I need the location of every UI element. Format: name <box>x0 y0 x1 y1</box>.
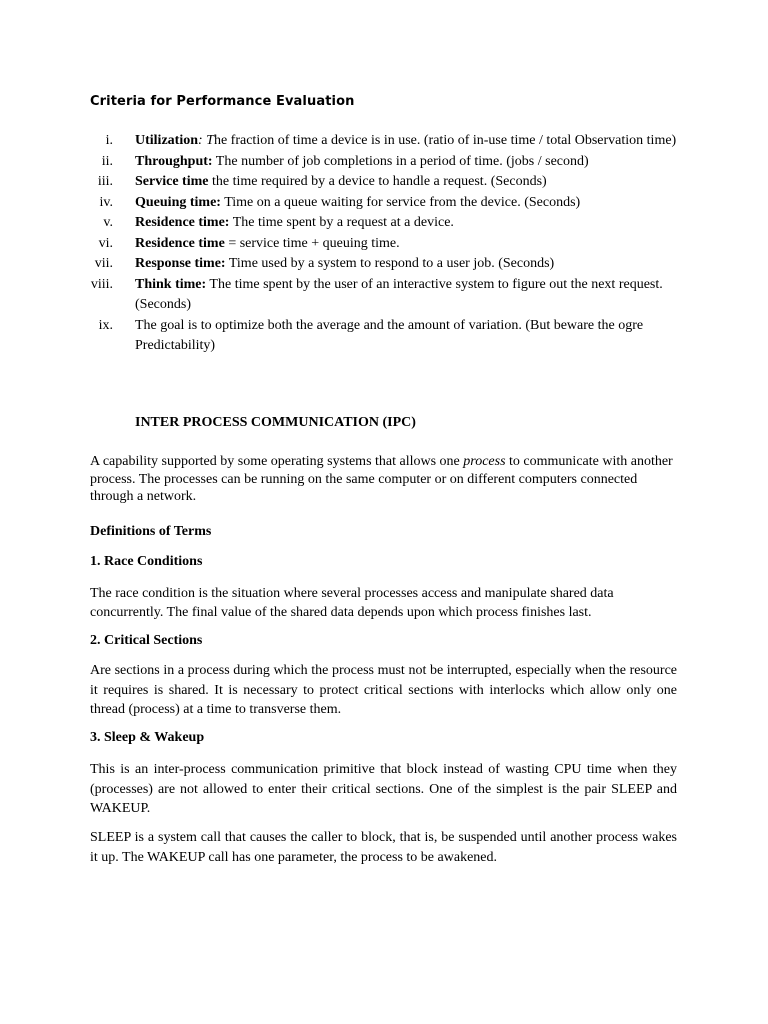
critical-sections-title: 2. Critical Sections <box>90 633 203 648</box>
criteria-item-utilization <box>0 131 680 152</box>
term-description: the time required by a device to handle a request. (Seconds) <box>208 174 547 189</box>
criteria-list <box>0 131 680 357</box>
ipc-title: INTER PROCESS COMMUNICATION (IPC) <box>135 415 416 430</box>
criteria-item-response-time <box>0 254 680 275</box>
term-description: The time spent by a request at a device. <box>229 215 454 230</box>
term-text-initial: T <box>206 133 214 148</box>
list-number: iv. <box>99 194 113 210</box>
term-label: Think time: <box>135 276 207 292</box>
ipc-intro-text-b: to communicate with another process. The processes can be running on the same computer or on different computers connected through a network. <box>90 454 673 504</box>
term-label: Queuing time: <box>135 194 221 210</box>
race-conditions-text: The race condition is the situation where several processes access and manipulate shared data concurrently. The final value of the shared data depends upon which process finishes last. <box>90 586 614 620</box>
criteria-item-think-time <box>0 275 680 316</box>
criteria-item-residence-time <box>0 213 680 234</box>
term-label: Residence time <box>135 235 225 251</box>
ipc-intro-paragraph <box>90 453 677 506</box>
list-number: ii. <box>101 153 113 169</box>
term-label: Service time <box>135 174 209 189</box>
term-label: Residence time: <box>135 215 230 230</box>
criteria-heading: Criteria for Performance Evaluation <box>90 94 355 109</box>
term-label: Throughput: <box>135 153 213 169</box>
criteria-item-queuing-time <box>0 193 680 214</box>
term-description: = service time + queuing time. <box>224 235 400 251</box>
sleep-wakeup-text-2: SLEEP is a system call that causes the caller to block, that is, be suspended until another process wakes it up. The WAKEUP call has one parameter, the process to be awakened. <box>90 830 677 865</box>
criteria-item-residence-formula <box>0 234 680 255</box>
list-number: viii. <box>90 276 113 292</box>
term-description: The goal is to optimize both the average and the amount of variation. (But beware the ogre Predictability) <box>135 317 644 353</box>
list-number: ix. <box>98 317 113 333</box>
criteria-item-throughput <box>0 152 680 173</box>
term-description: The time spent by the user of an interactive system to figure out the next request. (Seconds) <box>135 276 663 312</box>
term-description: Time on a queue waiting for service from the device. (Seconds) <box>220 194 581 210</box>
criteria-item-goal <box>0 316 680 357</box>
sleep-wakeup-text-1: This is an inter-process communication primitive that block instead of wasting CPU time when they (processes) are not allowed to enter their critical sections. One of the simplest is the pair SLEEP and WAKEUP. <box>90 762 677 816</box>
list-number: i. <box>105 133 113 148</box>
term-description: Time used by a system to respond to a user job. (Seconds) <box>225 256 555 271</box>
term-description: he fraction of time a device is in use. (ratio of in-use time / total Observation time) <box>213 133 677 148</box>
list-number: vi. <box>98 235 113 251</box>
sleep-wakeup-title: 3. Sleep & Wakeup <box>90 730 205 745</box>
race-conditions-title: 1. Race Conditions <box>90 554 203 569</box>
ipc-intro-emphasis: process <box>463 454 506 469</box>
list-number: iii. <box>97 174 113 189</box>
term-label: Utilization <box>135 133 198 148</box>
definitions-heading: Definitions of Terms <box>90 524 212 539</box>
ipc-intro-text-a: A capability supported by some operating systems that allows one <box>90 454 464 469</box>
list-number: vii. <box>94 256 113 271</box>
criteria-item-service-time <box>0 172 680 193</box>
term-description: The number of job completions in a period of time. (jobs / second) <box>212 153 589 169</box>
critical-sections-text: Are sections in a process during which the process must not be interrupted, especially when the resource it requires is shared. It is necessary to protect critical sections with interlocks which allow only one thread (process) at a time to transverse them. <box>90 663 677 717</box>
list-number: v. <box>103 215 113 230</box>
term-label: Response time: <box>135 256 226 271</box>
term-separator: : <box>198 133 207 148</box>
